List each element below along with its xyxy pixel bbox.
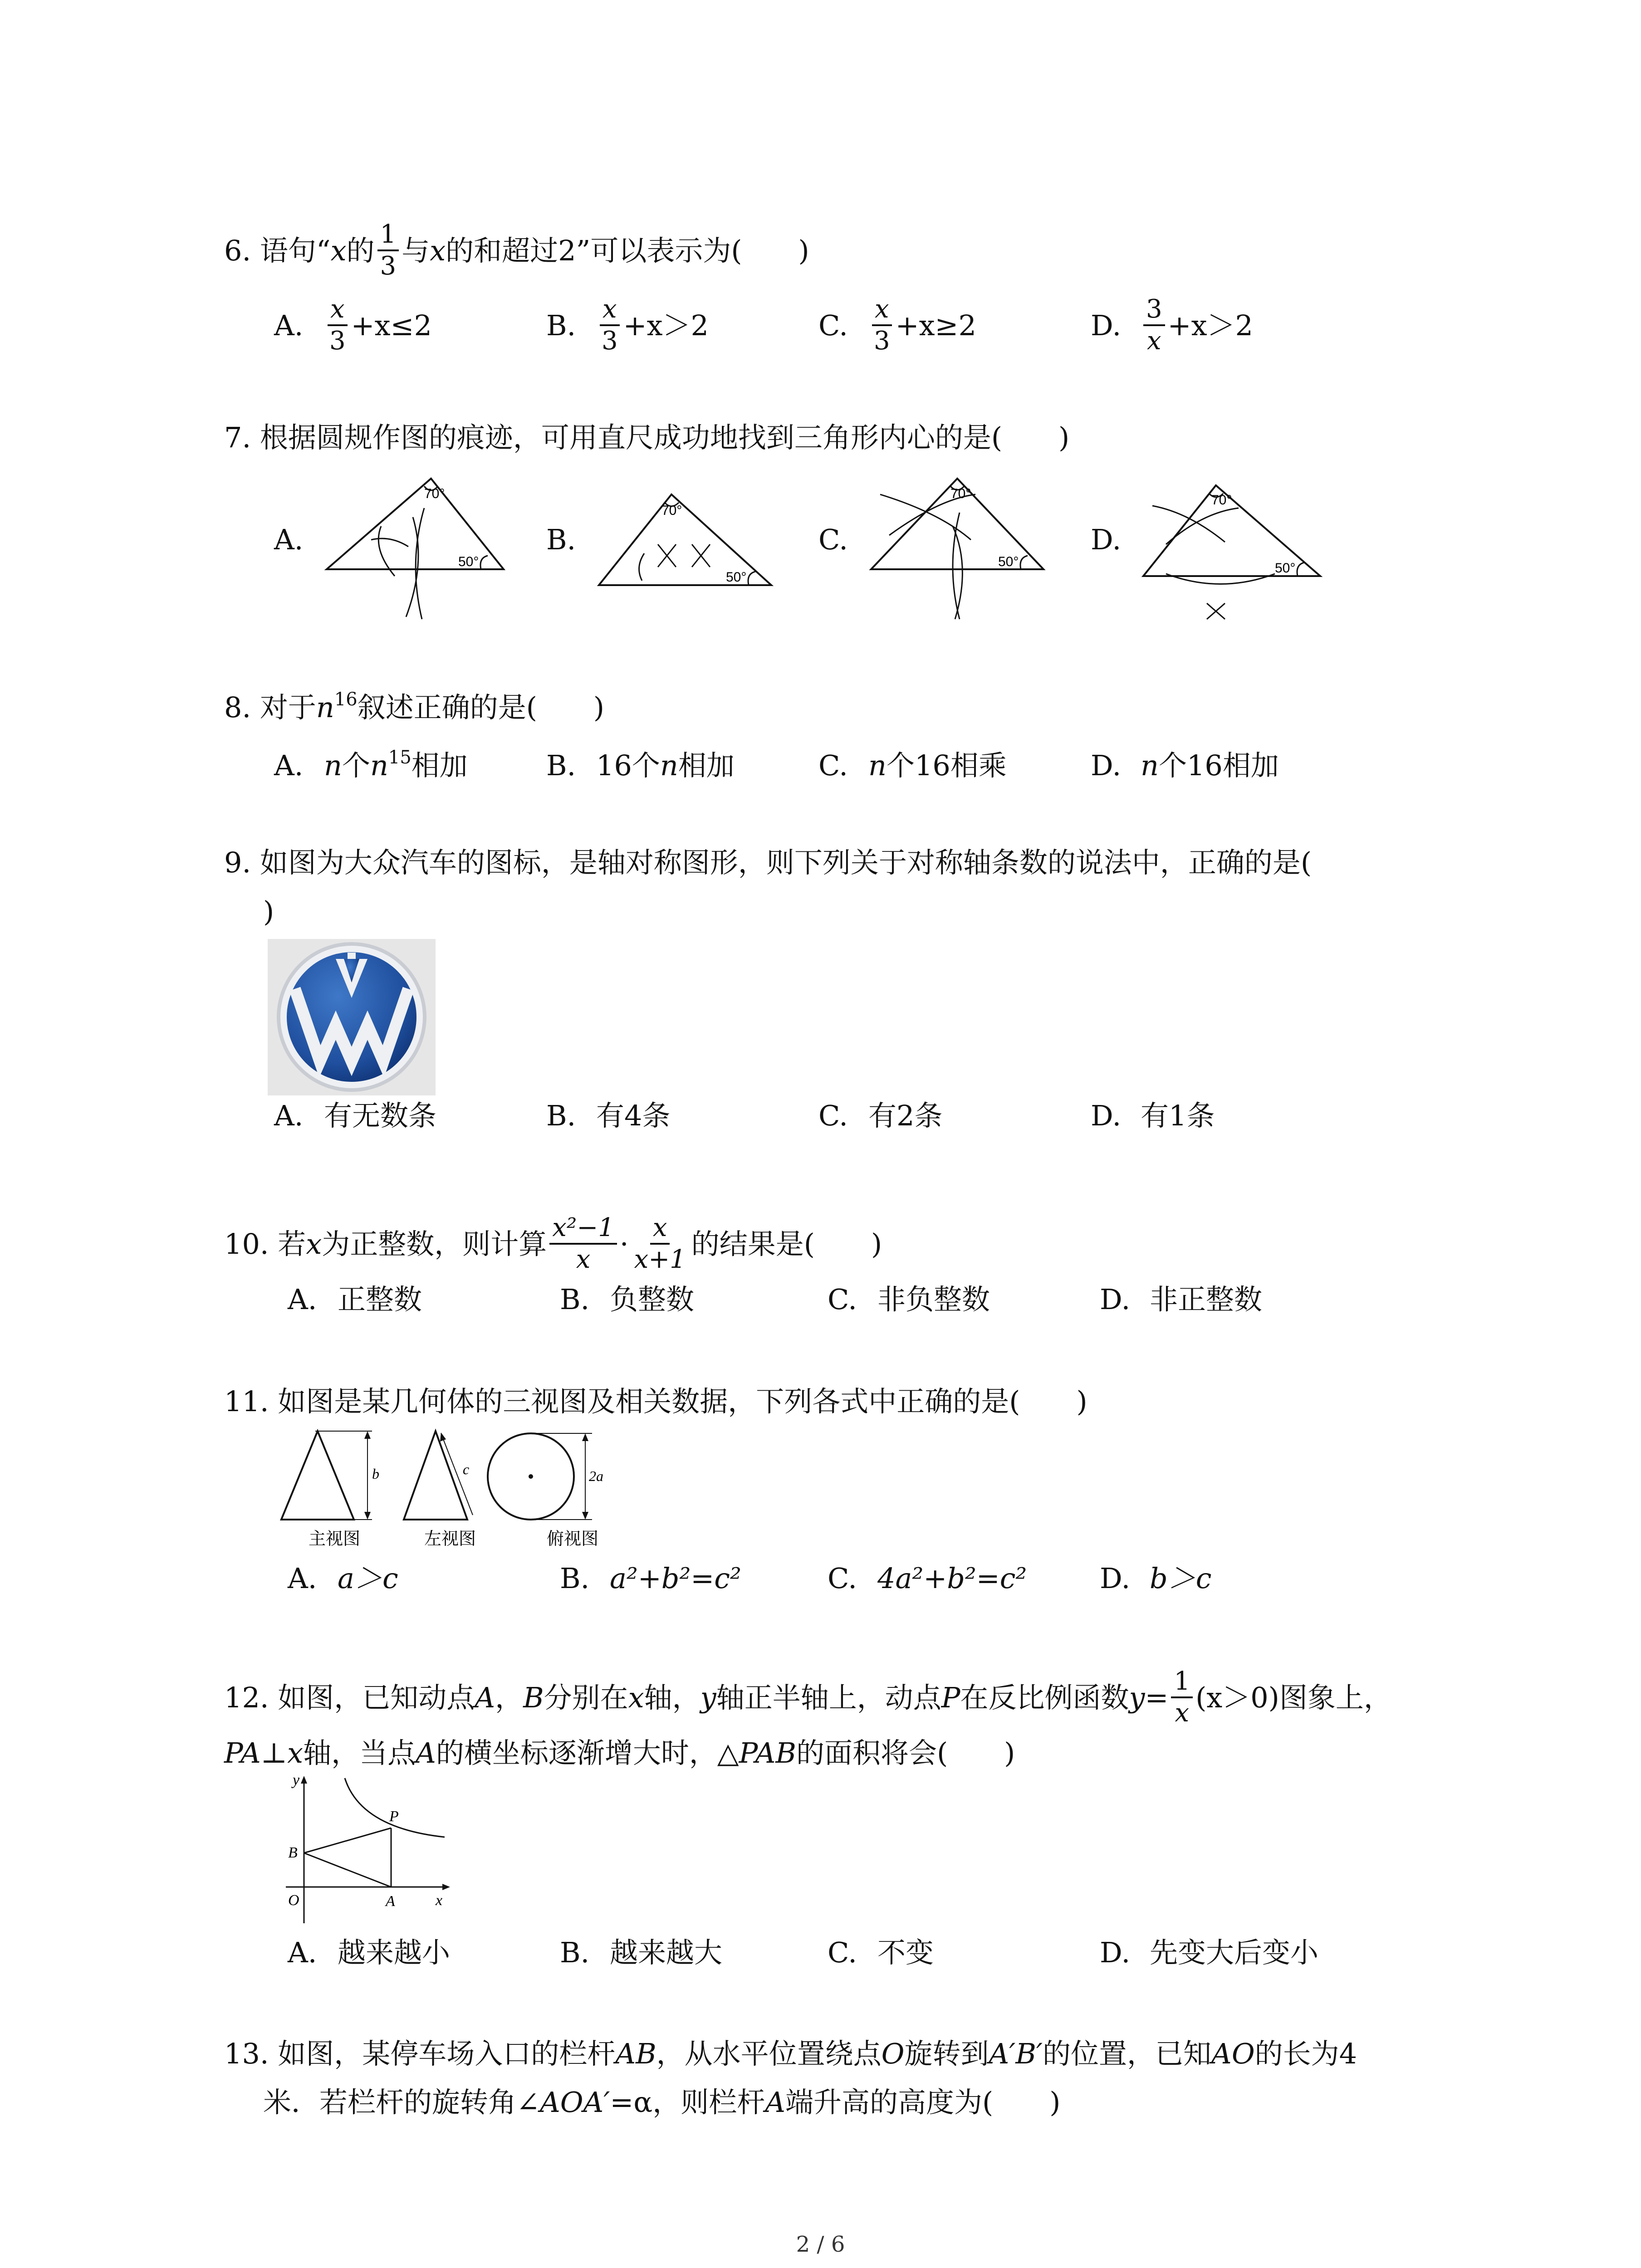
q6-option-b[interactable]: B. $\frac{x}{3}$ +x＞2 [546, 294, 709, 356]
q9-option-d[interactable]: D. 有1条 [1091, 1099, 1215, 1132]
q7-figure-a [318, 463, 517, 631]
dim-2a-label: 2a [589, 1468, 603, 1484]
q8-option-c[interactable]: C. n个16相乘 [818, 749, 1007, 782]
x-axis-label: x [436, 1892, 443, 1909]
q10-option-d[interactable]: D. 非正整数 [1100, 1283, 1263, 1316]
q11-option-d[interactable]: D. b＞c [1100, 1562, 1212, 1595]
q7-option-a-label[interactable]: A. [274, 523, 304, 556]
y-axis-label: y [293, 1774, 300, 1789]
q12-option-b[interactable]: B. 越来越大 [560, 1936, 723, 1969]
q9-option-b[interactable]: B. 有4条 [546, 1099, 671, 1132]
q9-option-a[interactable]: A. 有无数条 [274, 1099, 437, 1132]
dim-c-label: c [463, 1461, 470, 1477]
q11-option-c[interactable]: C. 4a²+b²=c² [828, 1562, 1027, 1595]
q9-stem-line1: 9. 如图为大众汽车的图标，是轴对称图形，则下列关于对称轴条数的说法中，正确的是( [224, 846, 1312, 879]
q12-stem-line2: PA⊥x轴，当点A的横坐标逐渐增大时，△PAB的面积将会( ) [224, 1736, 1015, 1769]
angle-top-label: 70° [950, 486, 971, 501]
q13-stem-line1: 13. 如图，某停车场入口的栏杆AB，从水平位置绕点O旋转到A′B′的位置，已知AO的长为4 [224, 2037, 1357, 2070]
q12-coordinate-figure [281, 1774, 463, 1928]
point-p-label: P [389, 1808, 399, 1825]
q8-option-b[interactable]: B. 16个n相加 [546, 749, 735, 782]
q7-figure-b [590, 463, 789, 631]
angle-right-label: 50° [458, 554, 479, 569]
page-number: 2 / 6 [796, 2232, 845, 2257]
q11-three-views-figure [277, 1420, 640, 1556]
q7-figure-c [862, 463, 1062, 631]
q6-option-d[interactable]: D. $\frac{3}{x}$ +x＞2 [1091, 294, 1254, 356]
origin-label: O [288, 1892, 299, 1909]
q7-option-d-label[interactable]: D. [1091, 523, 1122, 556]
q7-stem: 7. 根据圆规作图的痕迹，可用直尺成功地找到三角形内心的是( ) [224, 421, 1070, 454]
angle-top-label: 70° [424, 486, 445, 501]
q9-option-c[interactable]: C. 有2条 [818, 1099, 943, 1132]
q13-stem-line2: 米．若栏杆的旋转角∠AOA′=α，则栏杆A端升高的高度为( ) [263, 2086, 1061, 2119]
q7-option-b-label[interactable]: B. [546, 523, 576, 556]
q10-stem: 10. 若x为正整数，则计算 $\frac{\text{x²−1}}{x}$ · $\frac{x}{x+1}$ 的结果是( ) [224, 1213, 882, 1274]
angle-right-label: 50° [998, 554, 1019, 569]
angle-top-label: 70° [661, 503, 682, 518]
q8-option-d[interactable]: D. n个16相加 [1091, 749, 1279, 782]
angle-right-label: 50° [726, 570, 747, 585]
q6-option-c[interactable]: C. $\frac{x}{3}$ +x≥2 [818, 294, 976, 356]
hyperbola-curve [345, 1778, 445, 1837]
q6-stem: 6. 语句“x的 $\frac{1}{3}$ 与x的和超过2”可以表示为( ) [224, 220, 809, 281]
q12-option-a[interactable]: A. 越来越小 [288, 1936, 451, 1969]
q10-option-b[interactable]: B. 负整数 [560, 1283, 695, 1316]
vw-logo-image [268, 939, 436, 1095]
dim-b-label: b [372, 1466, 379, 1482]
q6-option-a[interactable]: A. $\frac{x}{3}$ +x≤2 [274, 294, 432, 356]
q12-option-c[interactable]: C. 不变 [828, 1936, 934, 1969]
front-view-triangle [281, 1431, 354, 1520]
q10-option-c[interactable]: C. 非负整数 [828, 1283, 990, 1316]
q11-option-a[interactable]: A. a＞c [288, 1562, 398, 1595]
q8-option-a[interactable]: A. n个$n^{15}$相加 [274, 747, 468, 782]
q7-figure-d [1134, 463, 1334, 631]
q11-stem: 11. 如图是某几何体的三视图及相关数据，下列各式中正确的是( ) [224, 1385, 1087, 1418]
q8-stem: 8. 对于$n^{16}$叙述正确的是( ) [224, 689, 605, 724]
angle-right-label: 50° [1275, 561, 1296, 576]
q10-option-a[interactable]: A. 正整数 [288, 1283, 422, 1316]
side-view-label: 左视图 [424, 1530, 476, 1549]
point-b-label: B [288, 1844, 298, 1861]
front-view-label: 主视图 [309, 1530, 361, 1549]
q11-option-b[interactable]: B. a²+b²=c² [560, 1562, 741, 1595]
point-a-label: A [386, 1893, 395, 1910]
q9-stem-line2: ) [263, 895, 274, 928]
q12-stem-line1: 12. 如图，已知动点A，B分别在x轴，y轴正半轴上，动点P在反比例函数y= $\frac{1}{x}$ (x＞0)图象上， [224, 1667, 1392, 1728]
top-view-label: 俯视图 [547, 1530, 599, 1549]
q12-option-d[interactable]: D. 先变大后变小 [1100, 1936, 1319, 1969]
angle-top-label: 70° [1211, 493, 1232, 508]
q7-option-c-label[interactable]: C. [818, 523, 848, 556]
